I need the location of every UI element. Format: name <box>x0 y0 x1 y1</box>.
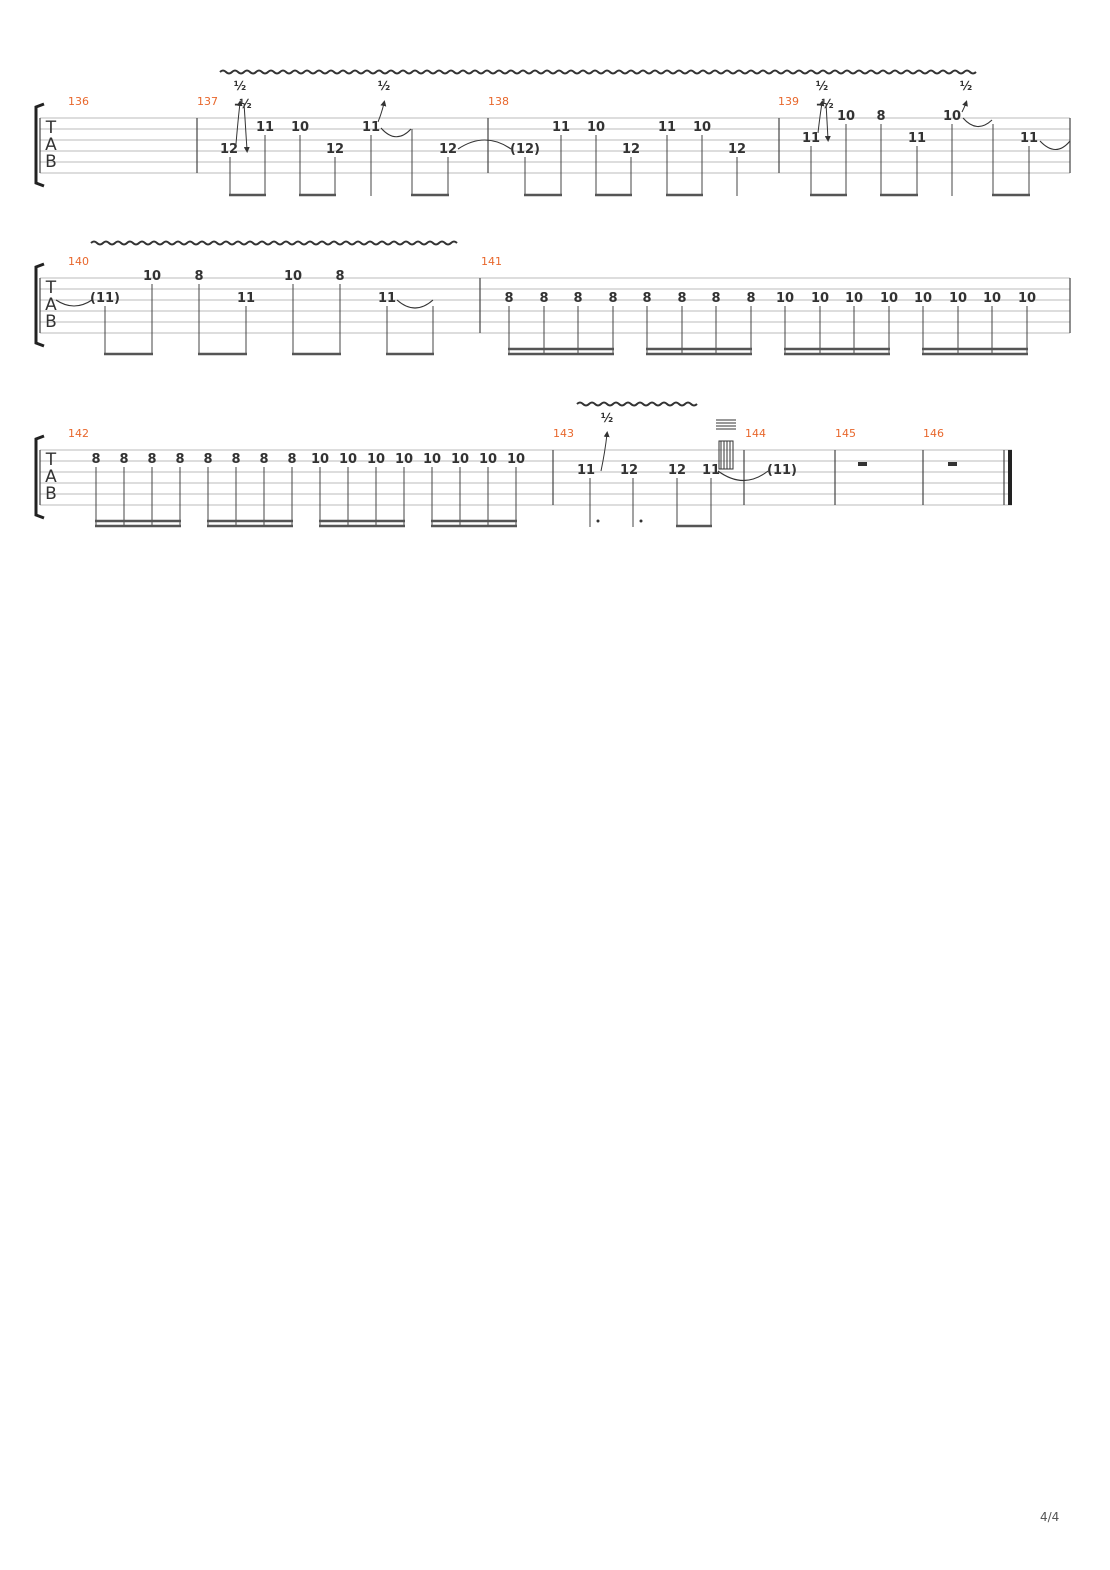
fret-number: 10 <box>948 291 968 306</box>
fret-number: 8 <box>194 269 204 284</box>
measure-number: 141 <box>481 255 502 268</box>
measure-number: 136 <box>68 95 89 108</box>
tremolo-bar-icon <box>716 420 736 469</box>
fret-number: 12 <box>438 142 458 157</box>
bend-label: -½ <box>816 97 834 111</box>
clef-letter-t: T <box>45 278 57 298</box>
tie-arc <box>1040 141 1070 150</box>
clef-letter-b: B <box>45 152 57 172</box>
fret-number: 11 <box>657 120 677 135</box>
fret-number: 8 <box>203 452 213 467</box>
clef-letter-t: T <box>45 118 57 138</box>
bend-arrow <box>601 434 607 471</box>
fret-number: 11 <box>1019 131 1039 146</box>
fret-number: 10 <box>775 291 795 306</box>
fret-number: 8 <box>642 291 652 306</box>
fret-number: 10 <box>982 291 1002 306</box>
fret-number: 8 <box>287 452 297 467</box>
fret-number: 12 <box>325 142 345 157</box>
measure-number: 146 <box>923 427 944 440</box>
bend-label: ½ <box>959 79 973 93</box>
fret-number: 8 <box>91 452 101 467</box>
measure-number: 144 <box>745 427 766 440</box>
tab-clef <box>45 450 57 504</box>
fret-number: 8 <box>573 291 583 306</box>
fret-number: 11 <box>551 120 571 135</box>
tab-clef <box>45 118 57 172</box>
fret-number: 8 <box>175 452 185 467</box>
fret-number: 10 <box>142 269 162 284</box>
fret-number: (11) <box>767 463 797 478</box>
tie-arc <box>458 140 511 149</box>
system-3 <box>36 403 1012 528</box>
page-number: 4/4 <box>1040 1510 1060 1524</box>
fret-number: 12 <box>727 142 747 157</box>
bend-arrow <box>962 103 966 112</box>
fret-number: 10 <box>422 452 442 467</box>
fret-number: 10 <box>879 291 899 306</box>
bend-label: ½ <box>600 411 614 425</box>
measure-number: 138 <box>488 95 509 108</box>
bend-label: ½ <box>377 79 391 93</box>
fret-number: 10 <box>844 291 864 306</box>
staff-lines <box>40 450 1012 505</box>
fret-number: 11 <box>801 131 821 146</box>
fret-number: 10 <box>478 452 498 467</box>
fret-number: 11 <box>701 463 721 478</box>
fret-number: 8 <box>231 452 241 467</box>
clef-letter-a: A <box>45 295 57 315</box>
vibrato-line <box>91 242 457 245</box>
tie-arc <box>963 118 992 127</box>
fret-number: 10 <box>450 452 470 467</box>
fret-number: 12 <box>621 142 641 157</box>
tab-clef <box>45 278 57 332</box>
vibrato-line <box>220 71 976 74</box>
dotted-note-dot <box>640 520 643 523</box>
system-2 <box>36 242 1070 356</box>
fret-number: 8 <box>119 452 129 467</box>
fret-number: 10 <box>310 452 330 467</box>
tie-arc <box>397 300 433 308</box>
measure-number: 145 <box>835 427 856 440</box>
fret-number: 8 <box>711 291 721 306</box>
clef-letter-a: A <box>45 135 57 155</box>
fret-number: 8 <box>677 291 687 306</box>
dotted-note-dot <box>597 520 600 523</box>
fret-number: 10 <box>692 120 712 135</box>
fret-number: 10 <box>366 452 386 467</box>
fret-number: 8 <box>608 291 618 306</box>
clef-letter-b: B <box>45 484 57 504</box>
fret-number: (11) <box>90 291 120 306</box>
clef-letter-t: T <box>45 450 57 470</box>
bend-label: -½ <box>234 97 252 111</box>
fret-number: 10 <box>1017 291 1037 306</box>
bend-label: ½ <box>233 79 247 93</box>
clef-letter-a: A <box>45 467 57 487</box>
fret-number: 10 <box>913 291 933 306</box>
fret-number: 8 <box>335 269 345 284</box>
fret-number: (12) <box>510 142 540 157</box>
fret-number: 10 <box>810 291 830 306</box>
whole-rest <box>858 462 867 466</box>
fret-number: 8 <box>259 452 269 467</box>
system-1 <box>36 71 1070 197</box>
measure-number: 142 <box>68 427 89 440</box>
fret-number: 10 <box>506 452 526 467</box>
measure-number: 139 <box>778 95 799 108</box>
tie-arc <box>56 300 92 306</box>
fret-number: 10 <box>283 269 303 284</box>
fret-number: 10 <box>942 109 962 124</box>
fret-number: 11 <box>361 120 381 135</box>
fret-number: 11 <box>255 120 275 135</box>
clef-letter-b: B <box>45 312 57 332</box>
fret-number: 8 <box>147 452 157 467</box>
fret-number: 12 <box>667 463 687 478</box>
fret-number: 12 <box>219 142 239 157</box>
fret-number: 10 <box>338 452 358 467</box>
fret-number: 12 <box>619 463 639 478</box>
fret-number: 10 <box>394 452 414 467</box>
measure-number: 137 <box>197 95 218 108</box>
vibrato-line <box>577 403 697 406</box>
whole-rest <box>948 462 957 466</box>
fret-number: 8 <box>876 109 886 124</box>
fret-number: 10 <box>836 109 856 124</box>
fret-number: 8 <box>504 291 514 306</box>
fret-number: 10 <box>290 120 310 135</box>
fret-number: 8 <box>539 291 549 306</box>
final-barline <box>1008 450 1012 505</box>
fret-number: 10 <box>586 120 606 135</box>
bend-label: ½ <box>815 79 829 93</box>
fret-number: 11 <box>907 131 927 146</box>
measure-number: 143 <box>553 427 574 440</box>
fret-number: 8 <box>746 291 756 306</box>
measure-number: 140 <box>68 255 89 268</box>
fret-number: 11 <box>377 291 397 306</box>
fret-number: 11 <box>576 463 596 478</box>
fret-number: 11 <box>236 291 256 306</box>
